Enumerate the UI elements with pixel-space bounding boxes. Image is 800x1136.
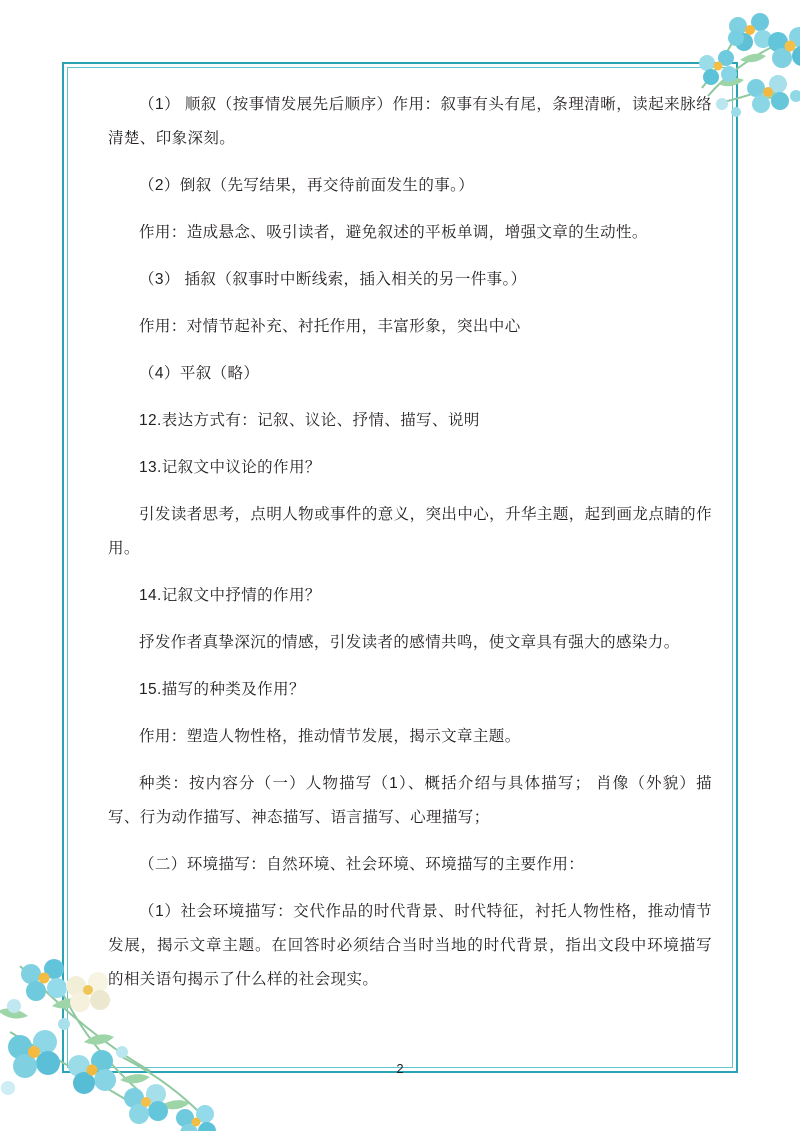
paragraph: （3） 插叙（叙事时中断线索，插入相关的另一件事。） [139, 271, 527, 288]
paragraph: （二）环境描写：自然环境、社会环境、环境描写的主要作用： [139, 856, 585, 873]
paragraph: 引发读者思考，点明人物或事件的意义，突出中心，升华主题，起到画龙点睛的作用。 [108, 506, 712, 557]
paragraph: 12.表达方式有：记叙、议论、抒情、描写、说明 [139, 412, 480, 429]
paragraph: 抒发作者真挚深沉的情感，引发读者的感情共鸣，使文章具有强大的感染力。 [139, 634, 680, 651]
paragraph: （1） 顺叙（按事情发展先后顺序）作用：叙事有头有尾，条理清晰，读起来脉络清楚、印象深刻。 [108, 96, 712, 147]
paragraph: 作用：造成悬念、吸引读者，避免叙述的平板单调，增强文章的生动性。 [139, 224, 648, 241]
paragraph: （1）社会环境描写：交代作品的时代背景、时代特征，衬托人物性格，推动情节发展，揭示文章主题。在回答时必须结合当时当地的时代背景，指出文段中环境描写的相关语句揭示了什么样的社会现实。 [108, 903, 712, 988]
paragraph: （4）平叙（略） [139, 365, 260, 382]
paragraph: 14.记叙文中抒情的作用？ [139, 587, 321, 604]
paragraph: 种类：按内容分（一）人物描写（1）、概括介绍与具体描写； 肖像（外貌）描写、行为动作描写、神态描写、语言描写、心理描写； [108, 775, 712, 826]
paragraph: （2）倒叙（先写结果，再交待前面发生的事。） [139, 177, 475, 194]
document-body [108, 88, 712, 1048]
paragraph: 作用：塑造人物性格，推动情节发展，揭示文章主题。 [139, 728, 521, 745]
paragraph: 13.记叙文中议论的作用？ [139, 459, 321, 476]
paragraph: 作用：对情节起补充、衬托作用，丰富形象，突出中心 [139, 318, 521, 335]
paragraph: 15.描写的种类及作用？ [139, 681, 305, 698]
page-number: 2 [396, 1061, 404, 1076]
